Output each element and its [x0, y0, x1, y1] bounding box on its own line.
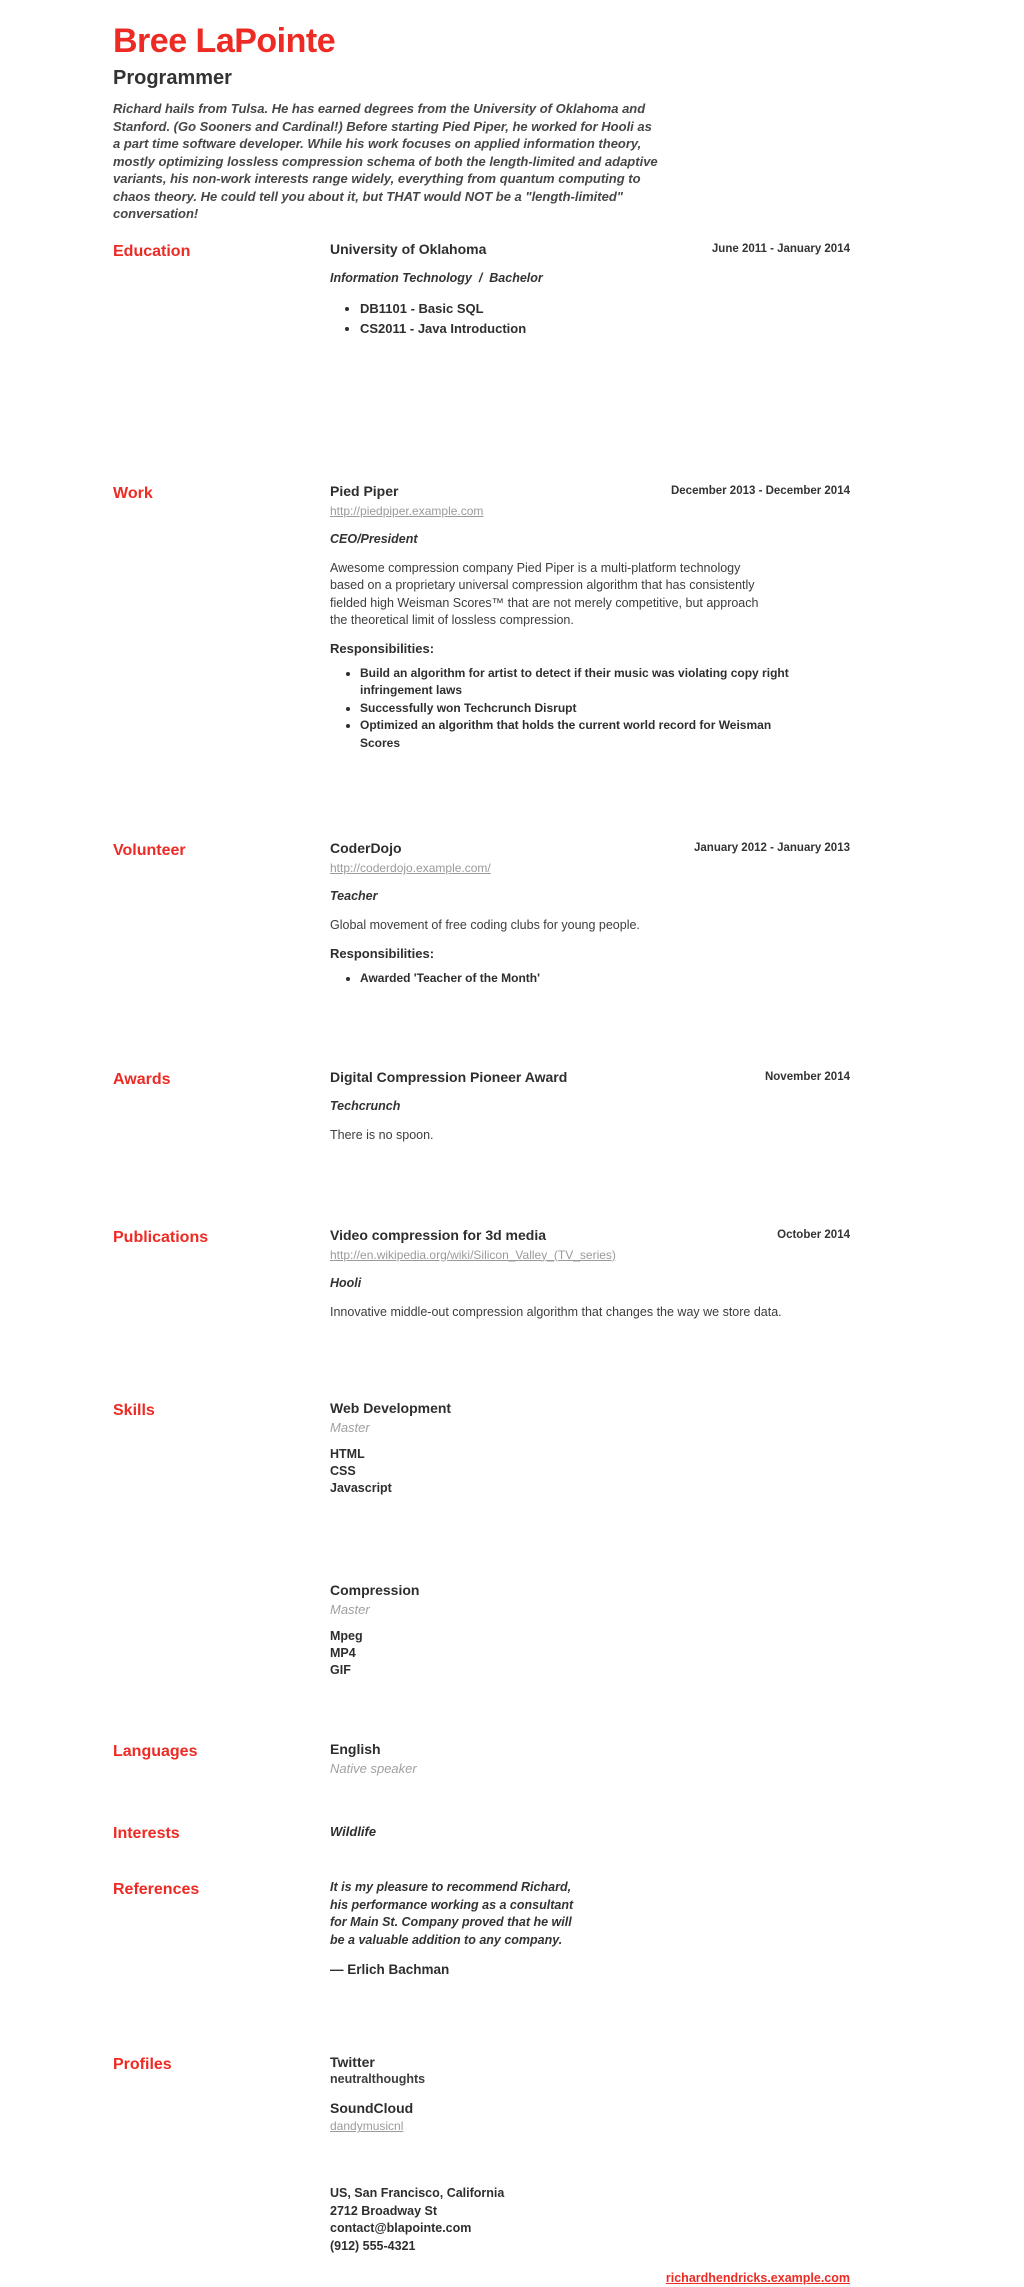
work-company: Pied Piper — [330, 482, 399, 499]
skill-keyword: MP4 — [330, 1646, 356, 1660]
reference-quote: It is my pleasure to recommend Richard, his performance working as a consultant for Main St. Company proved that he will be a valuable addition to any company. — [330, 1880, 574, 1947]
skill-keyword: CSS — [330, 1464, 356, 1478]
resume-page — [113, 0, 850, 2287]
publication-summary: Innovative middle-out compression algorithm that changes the way we store data. — [330, 1304, 782, 1319]
section-interests — [113, 1823, 850, 1843]
address-line: US, San Francisco, California — [330, 2186, 505, 2200]
volunteer-highlight: • Awarded 'Teacher of the Month' — [360, 970, 800, 988]
section-publications — [113, 1227, 850, 1322]
section-volunteer — [113, 840, 850, 987]
work-highlight: • Build an algorithm for artist to detect if their music was violating copy right infringement laws — [360, 665, 800, 700]
section-education — [113, 241, 850, 339]
section-label-languages: Languages — [113, 1743, 198, 1760]
skill-keywords — [330, 1628, 850, 1679]
course-item: • DB1101 - Basic SQL — [360, 299, 800, 319]
language-name: English — [330, 1741, 381, 1757]
profile-network: SoundCloud — [330, 2100, 414, 2116]
skill-level: Master — [330, 1420, 370, 1435]
skill-keyword: Javascript — [330, 1481, 392, 1495]
languages-content — [330, 1741, 850, 1777]
volunteer-url-line — [330, 860, 850, 876]
section-profiles — [113, 2054, 850, 2135]
award-title: Digital Compression Pioneer Award — [330, 1069, 568, 1085]
person-summary: Richard hails from Tulsa. He has earned degrees from the University of Oklahoma and Stanford. (Go Sooners and Cardinal!) Before starting Pied Piper, he worked for Hooli as a part time software developer. While his work focuses on applied information theory, mostly optimizing lossless compression schema of both the length-limited and adaptive variants, his non-work interests range widely, everything from quantum computing to chaos theory. He could tell you about it, but THAT would NOT be a "length-limited" conversation! — [113, 101, 658, 221]
skill-keyword: Mpeg — [330, 1629, 363, 1643]
publication-date: October 2014 — [777, 1228, 850, 1241]
volunteer-position: Teacher — [330, 889, 378, 903]
work-content — [330, 483, 850, 753]
publication-link[interactable]: http://en.wikipedia.org/wiki/Silicon_Valley_(TV_series) — [330, 1247, 616, 1262]
work-position: CEO/President — [330, 531, 418, 546]
section-skills — [113, 1400, 850, 1679]
volunteer-content — [330, 840, 850, 987]
section-label-interests: Interests — [113, 1825, 180, 1842]
profile-username: neutralthoughts — [330, 2072, 426, 2086]
volunteer-dates: January 2012 - January 2013 — [694, 842, 850, 854]
website-row — [330, 2269, 850, 2287]
personal-website-link[interactable]: richardhendricks.example.com — [665, 2271, 850, 2285]
education-content — [330, 241, 850, 339]
work-dates: December 2013 - December 2014 — [670, 484, 850, 497]
work-highlights-list — [330, 665, 850, 753]
profile-network: Twitter — [330, 2054, 375, 2070]
section-awards — [113, 1069, 850, 1145]
contact-address — [330, 2185, 850, 2255]
award-date: November 2014 — [764, 1071, 850, 1083]
profile-soundcloud — [330, 2100, 850, 2135]
section-label-work: Work — [113, 484, 153, 502]
work-responsibilities-label: Responsibilities: — [330, 640, 435, 656]
profile-username-link[interactable]: dandymusicnl — [330, 2119, 404, 2133]
work-highlight: • Optimized an algorithm that holds the current world record for Weisman Scores — [360, 717, 800, 752]
resume-footer — [330, 2185, 850, 2287]
person-name: Bree LaPointe — [113, 22, 336, 60]
work-url-line — [330, 503, 850, 519]
section-label-references: References — [113, 1881, 200, 1898]
publication-url-line — [330, 1247, 850, 1263]
section-work — [113, 483, 850, 753]
resume-header — [113, 22, 850, 223]
section-label-awards: Awards — [113, 1071, 171, 1088]
interests-content — [330, 1823, 850, 1843]
award-awarder: Techcrunch — [330, 1099, 401, 1113]
section-label-skills: Skills — [113, 1402, 155, 1419]
volunteer-organization: CoderDojo — [330, 840, 402, 856]
education-dates: June 2011 - January 2014 — [711, 242, 850, 255]
section-languages — [113, 1741, 850, 1777]
volunteer-summary: Global movement of free coding clubs for young people. — [330, 918, 640, 932]
skill-name: Compression — [330, 1582, 420, 1598]
work-website-link[interactable]: http://piedpiper.example.com — [330, 503, 484, 518]
work-summary: Awesome compression company Pied Piper is a multi-platform technology based on a proprietary universal compression algorithm that has consistently fielded high Weisman Scores™ that are not merely competitive, but approach the theoretical limit of lossless compression. — [330, 560, 759, 627]
section-label-publications: Publications — [113, 1228, 209, 1246]
skill-keyword: GIF — [330, 1663, 351, 1677]
reference-author: — Erlich Bachman — [330, 1962, 450, 1977]
address-line: 2712 Broadway St — [330, 2203, 437, 2218]
section-references — [113, 1879, 850, 1978]
education-degree: Information Technology / Bachelor — [330, 270, 543, 285]
volunteer-website-link[interactable]: http://coderdojo.example.com/ — [330, 861, 491, 875]
address-line: contact@blapointe.com — [330, 2221, 472, 2235]
references-content — [330, 1879, 850, 1978]
section-label-profiles: Profiles — [113, 2056, 172, 2073]
address-line: (912) 555-4321 — [330, 2238, 416, 2253]
skills-content — [330, 1400, 850, 1679]
skill-level: Master — [330, 1602, 370, 1617]
skill-group — [330, 1400, 850, 1497]
volunteer-highlights-list — [330, 970, 850, 988]
section-label-education: Education — [113, 242, 191, 260]
interest-name: Wildlife — [330, 1824, 377, 1839]
course-item: • CS2011 - Java Introduction — [360, 319, 800, 339]
award-summary: There is no spoon. — [330, 1128, 434, 1142]
awards-content — [330, 1069, 850, 1145]
section-label-volunteer: Volunteer — [113, 842, 186, 859]
profiles-content — [330, 2054, 850, 2135]
skill-group — [330, 1582, 850, 1679]
language-fluency: Native speaker — [330, 1761, 417, 1776]
skill-keywords — [330, 1446, 850, 1497]
work-highlight: • Successfully won Techcrunch Disrupt — [360, 700, 800, 718]
skill-name: Web Development — [330, 1400, 452, 1416]
education-school: University of Oklahoma — [330, 240, 487, 257]
profile-twitter — [330, 2054, 850, 2088]
publication-title: Video compression for 3d media — [330, 1226, 547, 1243]
person-title: Programmer — [113, 67, 232, 89]
skill-keyword: HTML — [330, 1447, 365, 1461]
publications-content — [330, 1227, 850, 1322]
publication-publisher: Hooli — [330, 1275, 362, 1290]
volunteer-responsibilities-label: Responsibilities: — [330, 945, 435, 961]
education-course-list — [330, 299, 850, 339]
